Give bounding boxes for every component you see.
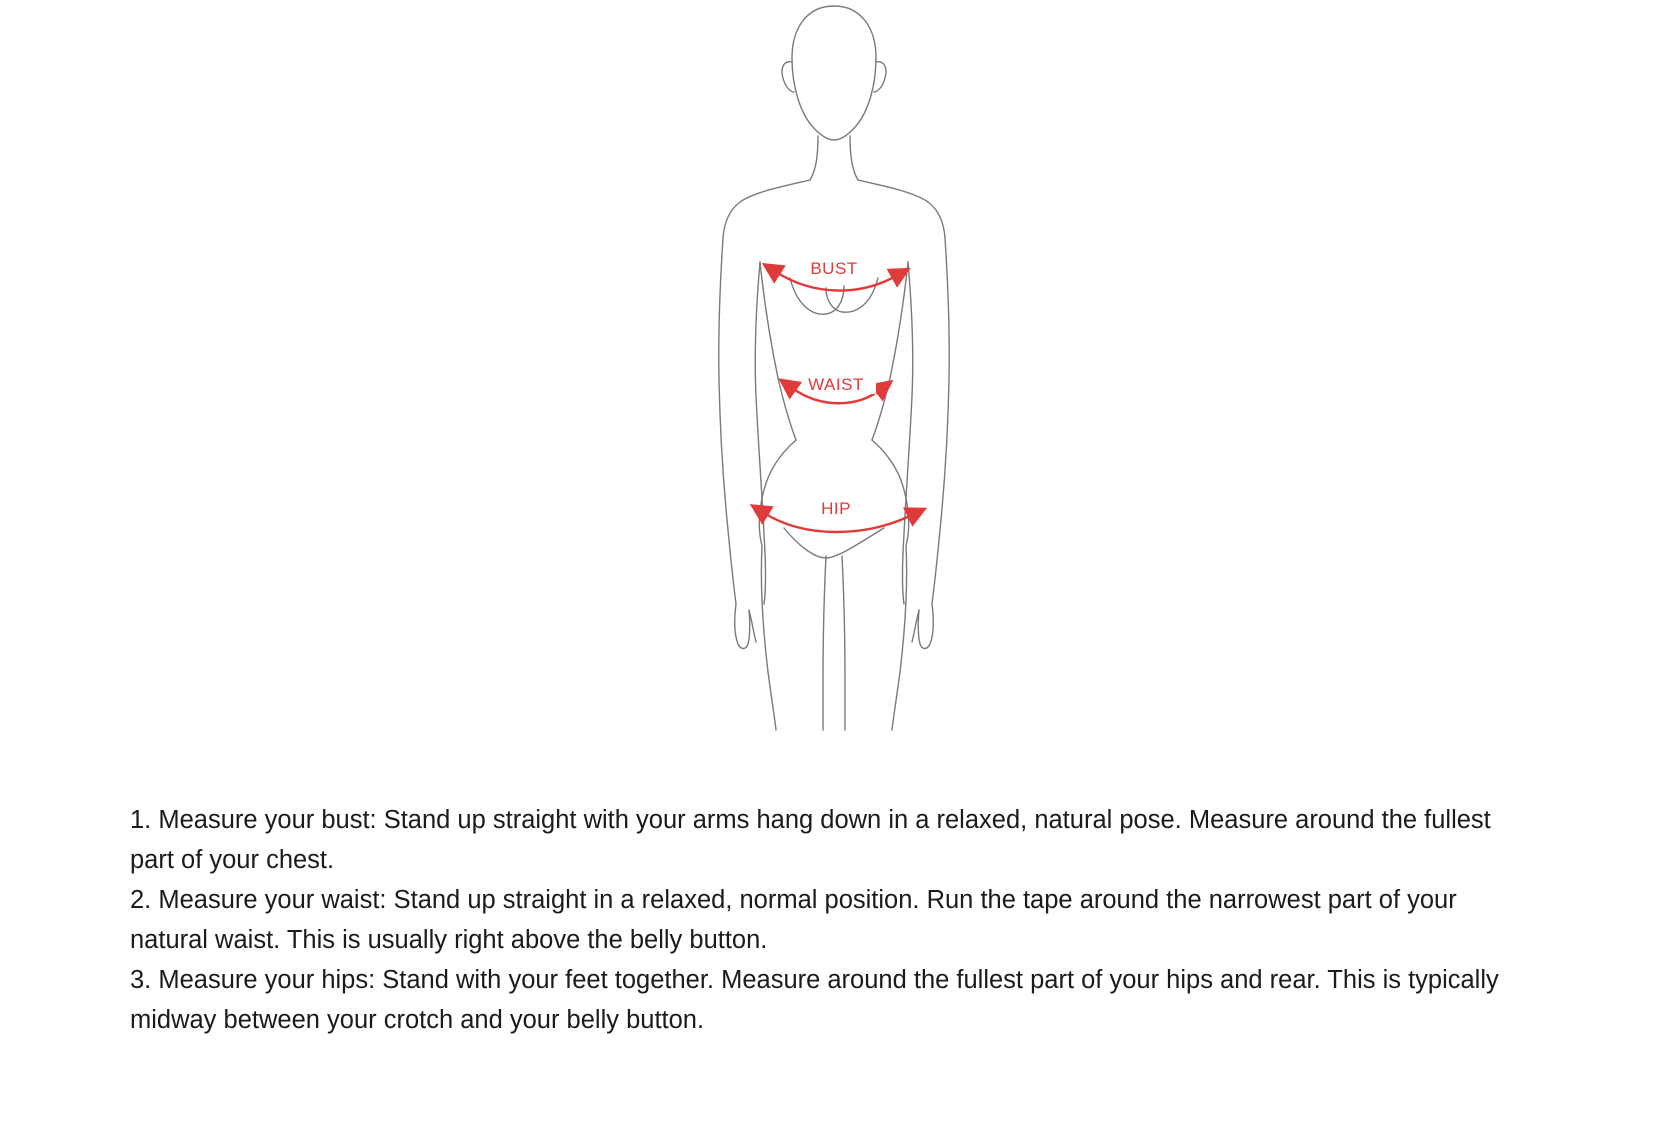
instruction-bust: 1. Measure your bust: Stand up straight with your arms hang down in a relaxed, natural pose. Measure around the fullest part of your chest. <box>130 806 1491 874</box>
waist-label: WAIST <box>808 375 864 394</box>
shoulder-right <box>858 180 945 238</box>
bust-right-curve <box>826 278 878 312</box>
neck-left <box>810 136 818 180</box>
hand-right <box>918 604 933 649</box>
hip-label: HIP <box>821 499 851 518</box>
torso-right <box>872 262 908 440</box>
leg-right-inner <box>842 556 845 730</box>
arm-right-inner <box>903 262 913 604</box>
neck-right <box>850 136 858 180</box>
arm-right-outer <box>932 238 949 604</box>
arm-left-inner <box>755 262 765 604</box>
torso-left <box>760 262 796 440</box>
arm-left-outer <box>719 238 736 604</box>
instruction-hips: 3. Measure your hips: Stand with your feet together. Measure around the fullest part of your hips and rear. This is typically midway between your crotch and your belly button. <box>130 966 1499 1034</box>
hip-left <box>759 440 796 546</box>
shoulder-left <box>723 180 810 238</box>
bust-label: BUST <box>810 259 858 278</box>
leg-left-outer <box>761 546 776 730</box>
female-body-outline-svg <box>624 0 1044 740</box>
instruction-waist: 2. Measure your waist: Stand up straight in a relaxed, normal position. Run the tape around the narrowest part of your natural waist. This is usually right above the belly button. <box>130 886 1457 954</box>
hand-left <box>735 604 750 649</box>
measurement-instructions <box>130 800 1520 1040</box>
hip-right <box>872 440 909 546</box>
leg-left-inner <box>823 556 826 730</box>
head-outline <box>792 6 876 140</box>
leg-right-outer <box>892 546 907 730</box>
